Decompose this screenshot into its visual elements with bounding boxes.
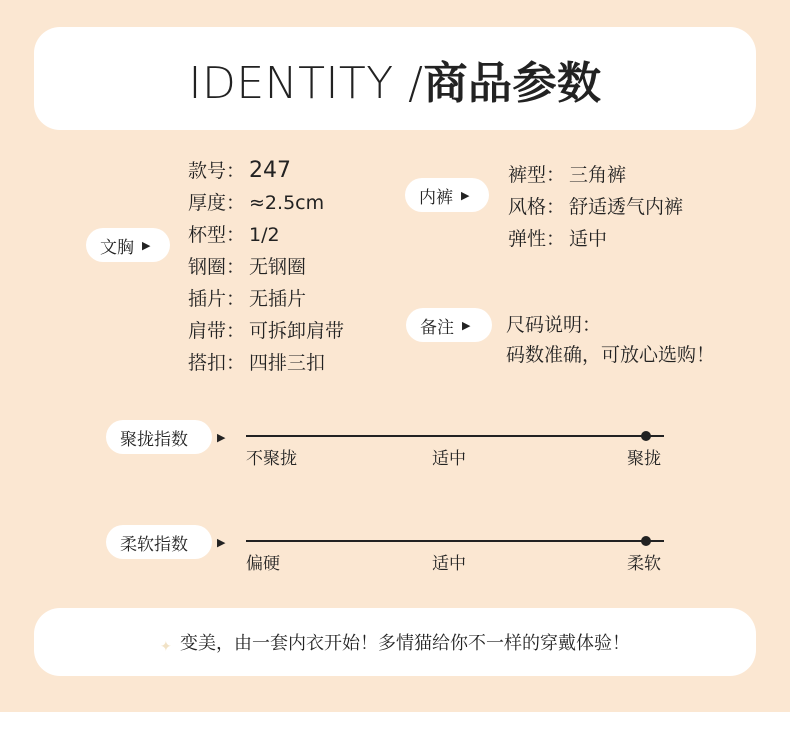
spec-row-thickness	[188, 187, 344, 219]
spec-key: 款号：	[188, 160, 246, 182]
triangle-right-icon: ▶	[217, 431, 226, 444]
remark-tag-label: 备注	[420, 317, 454, 338]
spec-value: 舒适透气内裤	[569, 196, 684, 218]
title-card	[34, 27, 756, 130]
softness-scale-line	[246, 540, 664, 542]
triangle-right-icon: ▶	[461, 188, 470, 202]
spec-value: 247	[249, 158, 292, 183]
title-english: IDENTITY /	[188, 57, 424, 109]
footer-card	[34, 608, 756, 676]
pushup-level-marker	[641, 431, 651, 441]
spec-row-panty-type	[508, 159, 683, 191]
triangle-right-icon: ▶	[462, 318, 471, 332]
spec-row-straps	[188, 315, 344, 347]
spec-value: 无钢圈	[249, 256, 307, 278]
spec-value: ≈2.5cm	[249, 192, 325, 214]
spec-key: 厚度：	[188, 192, 246, 214]
remark-line: 码数准确，可放心选购！	[506, 344, 716, 366]
scale-right-label: 聚拢	[627, 449, 661, 469]
remark-line: 尺码说明：	[506, 314, 602, 336]
spec-value: 可拆卸肩带	[249, 320, 345, 342]
softness-level-marker	[641, 536, 651, 546]
spec-key: 风格：	[508, 196, 566, 218]
spec-key: 插片：	[188, 288, 246, 310]
spec-row-cup-type	[188, 219, 344, 251]
spec-value: 1/2	[249, 224, 280, 246]
spec-key: 裤型：	[508, 164, 566, 186]
footer-slogan: 变美，由一套内衣开始！多情猫给你不一样的穿戴体验！	[180, 633, 630, 654]
spec-value: 三角裤	[569, 164, 627, 186]
spec-row-clasp	[188, 347, 344, 379]
spec-key: 杯型：	[188, 224, 246, 246]
title-chinese: 商品参数	[423, 57, 602, 109]
remark-text	[506, 310, 715, 370]
bra-tag	[86, 228, 170, 262]
remark-tag	[406, 308, 492, 342]
spec-key: 肩带：	[188, 320, 246, 342]
scale-right-label: 柔软	[627, 554, 661, 574]
spec-row-insert	[188, 283, 344, 315]
spec-row-elasticity	[508, 223, 683, 255]
spec-value: 适中	[569, 228, 608, 250]
bra-tag-label: 文胸	[100, 237, 134, 258]
panties-tag	[405, 178, 489, 212]
spec-value: 四排三扣	[249, 352, 326, 374]
spec-key: 搭扣：	[188, 352, 246, 374]
scale-left-label: 不聚拢	[246, 449, 297, 469]
sparkle-icon: ✦	[160, 639, 172, 655]
triangle-right-icon: ▶	[217, 536, 226, 549]
spec-row-underwire	[188, 251, 344, 283]
spec-key: 弹性：	[508, 228, 566, 250]
pushup-index-label: 聚拢指数	[120, 429, 188, 450]
pushup-scale-line	[246, 435, 664, 437]
spec-row-style-number	[188, 155, 344, 187]
bra-spec-list	[188, 155, 344, 379]
page-title	[189, 47, 602, 111]
scale-mid-label: 适中	[432, 449, 466, 469]
scale-left-label: 偏硬	[246, 554, 280, 574]
spec-value: 无插片	[249, 288, 307, 310]
softness-index-label: 柔软指数	[120, 534, 188, 555]
softness-index-tag	[106, 525, 212, 559]
panties-spec-list	[508, 159, 683, 255]
panties-tag-label: 内裤	[419, 187, 453, 208]
triangle-right-icon: ▶	[142, 238, 151, 252]
pushup-index-tag	[106, 420, 212, 454]
spec-row-style	[508, 191, 683, 223]
scale-mid-label: 适中	[432, 554, 466, 574]
spec-key: 钢圈：	[188, 256, 246, 278]
